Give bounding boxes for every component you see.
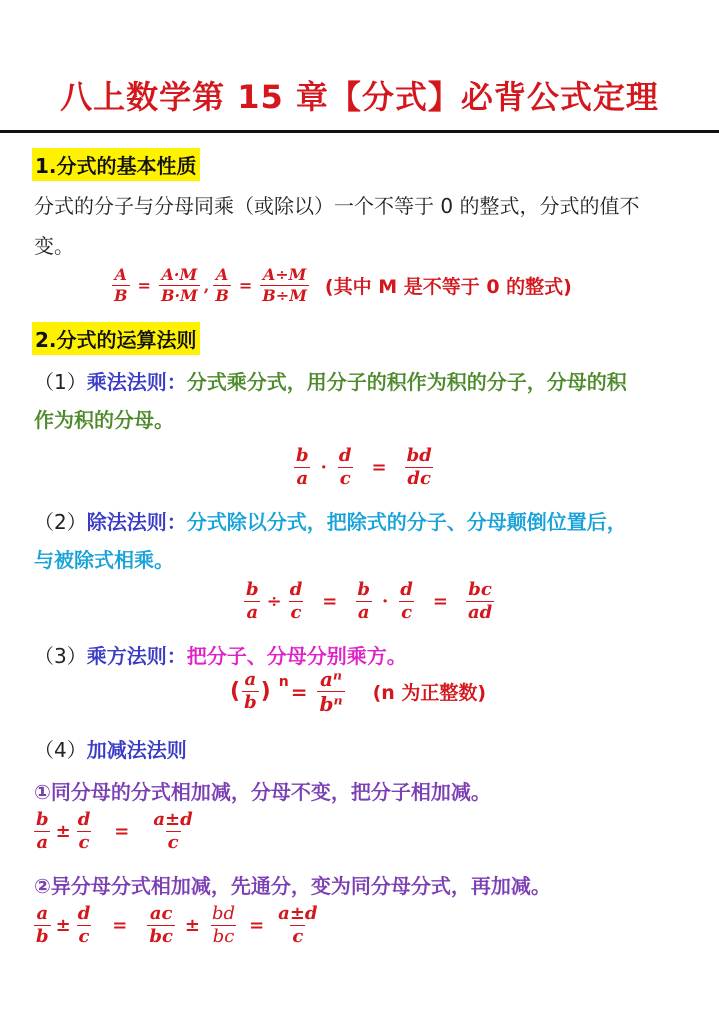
div-rule-line1: （2）除法法则：分式除以分式，把除式的分子、分母颠倒位置后， [34,510,627,534]
fraction: $\frac{A\cdot M}{B\cdot M}$ [160,265,198,305]
div-rule-line2: 与被除式相乘。 [34,548,174,572]
different-denominator-formula: $\frac{a}{b}$ ± $\frac{d}{c}$ = $\frac{ac}{bc}$ ± $\frac{bd}{bc}$ = $\frac{a\pm d}{c}$ [36,903,318,947]
pow-rule-line: （3）乘方法则：把分子、分母分别乘方。 [34,644,407,668]
fraction: $\frac{A}{B}$ [215,265,229,305]
section1-heading: 1.分式的基本性质 [32,148,200,181]
page-title: 八上数学第 15 章【分式】必背公式定理 [60,78,659,116]
div-formula: $\frac{b}{a}$ ÷ $\frac{d}{c}$ = $\frac{b}{a}$ · $\frac{d}{c}$ = $\frac{bc}{ad}$ [246,579,493,623]
section1-text-line2: 变。 [34,234,74,258]
section1-text-line1: 分式的分子与分母同乘（或除以）一个不等于 0 的整式，分式的值不 [34,194,640,218]
fraction: $\frac{A}{B}$ [114,265,128,305]
same-denominator-rule: ①同分母的分式相加减，分母不变，把分子相加减。 [34,780,491,804]
mult-rule-line2: 作为积的分母。 [34,408,174,432]
mult-rule-line1: （1）乘法法则：分式乘分式，用分子的积作为积的分子，分母的积 [34,370,627,394]
fraction: $\frac{A\div M}{B\div M}$ [262,265,307,305]
title-divider [0,130,719,133]
different-denominator-rule: ②异分母分式相加减，先通分，变为同分母分式，再加减。 [34,874,551,898]
basic-property-formula: $\frac{A}{B}$ = $\frac{A\cdot M}{B\cdot M}$ , $\frac{A}{B}$ = $\frac{A\div M}{B\div M}$ (其中 M 是不等于 0 的整式) [114,265,572,305]
formula-note: (其中 M 是不等于 0 的整式) [324,275,572,298]
same-denominator-formula: $\frac{b}{a}$ ± $\frac{d}{c}$ = $\frac{a\pm d}{c}$ [36,809,193,853]
section2-heading: 2.分式的运算法则 [32,322,200,355]
pow-formula: ( $\frac{a}{b}$ ) n = $\frac{\text{aⁿ}}{\text{bⁿ}}$ (n 为正整数) [230,667,487,716]
mult-formula: $\frac{b}{a}$ · $\frac{d}{c}$ = $\frac{bd}{dc}$ [296,445,432,489]
add-rule-heading: （4）加减法法则 [34,738,187,762]
